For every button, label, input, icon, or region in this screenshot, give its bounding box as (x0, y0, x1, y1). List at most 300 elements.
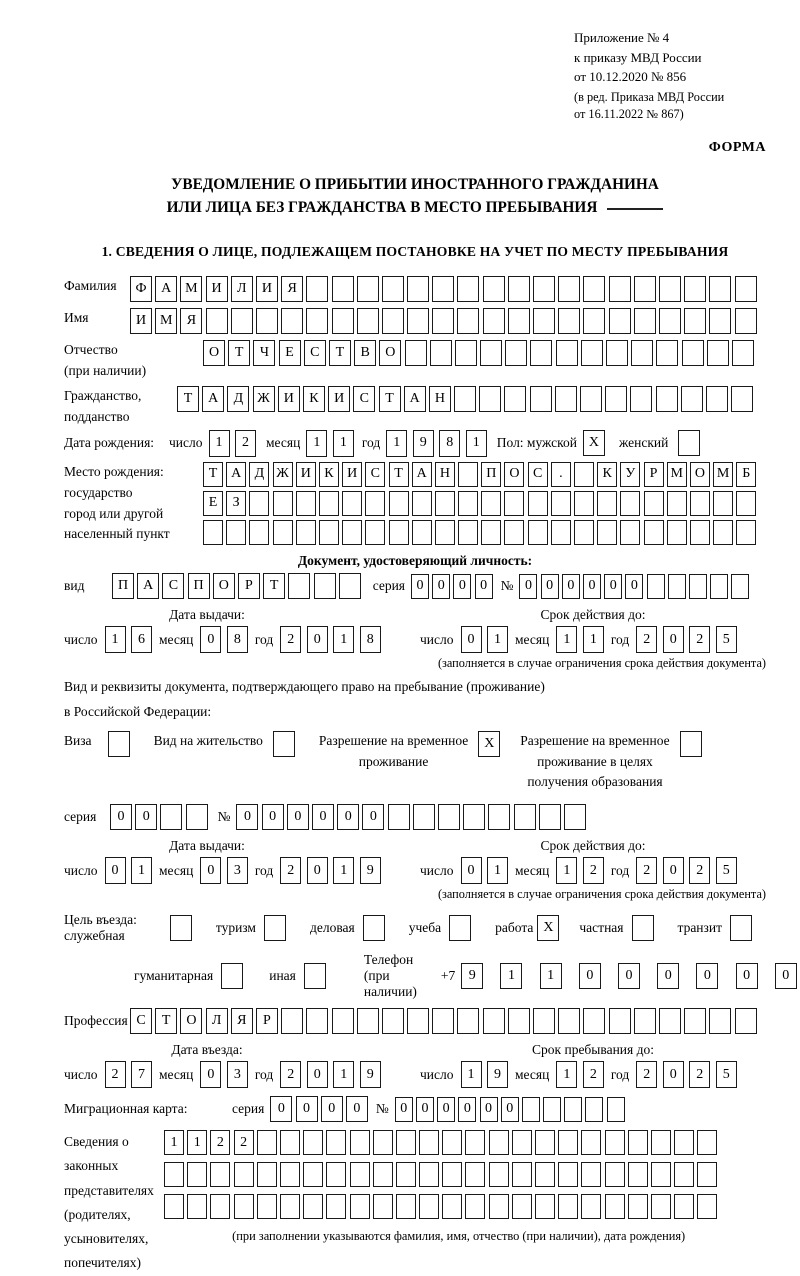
surname-field-cell[interactable]: Я (281, 276, 303, 302)
representatives-row1-field-cell[interactable] (373, 1130, 393, 1155)
birthplace-row3-field-cell[interactable] (412, 520, 432, 545)
patronymic-field-cell[interactable] (631, 340, 653, 366)
surname-field-cell[interactable] (483, 276, 505, 302)
representatives-row2-field-cell[interactable] (257, 1162, 277, 1187)
citizenship-field-cell[interactable] (454, 386, 476, 412)
name-field-cell[interactable] (684, 308, 706, 334)
birthplace-row2-field-cell[interactable] (597, 491, 617, 516)
doc-issue-month-cell[interactable]: 0 (200, 626, 221, 653)
residence-doc-number-field-cell[interactable]: 0 (312, 804, 334, 830)
representatives-row1-field-cell[interactable] (326, 1130, 346, 1155)
birth-year-field-cell[interactable]: 8 (439, 430, 460, 457)
name-field-cell[interactable] (457, 308, 479, 334)
gender-female-checkbox-cell[interactable] (678, 430, 700, 456)
profession-field-cell[interactable] (432, 1008, 454, 1034)
birthplace-row1-field-cell[interactable]: Б (736, 462, 756, 487)
name-field-cell[interactable] (558, 308, 580, 334)
birthplace-row2-field-cell[interactable] (435, 491, 455, 516)
birthplace-row3-field-cell[interactable] (713, 520, 733, 545)
surname-field-cell[interactable] (684, 276, 706, 302)
patronymic-field-cell[interactable] (455, 340, 477, 366)
citizenship-field-cell[interactable] (656, 386, 678, 412)
birthplace-row3-field-cell[interactable] (435, 520, 455, 545)
purpose-private-checkbox[interactable] (632, 915, 668, 941)
phone-field[interactable] (461, 963, 800, 989)
birthplace-row2-field-cell[interactable] (412, 491, 432, 516)
profession-field-cell[interactable] (609, 1008, 631, 1034)
residence-doc-series-field-cell[interactable]: 0 (135, 804, 157, 830)
profession-field-cell[interactable] (634, 1008, 656, 1034)
surname-field-cell[interactable] (306, 276, 328, 302)
birthplace-row1-field-cell[interactable]: К (319, 462, 339, 487)
phone-field-cell[interactable]: 9 (461, 963, 483, 989)
name-field-cell[interactable] (281, 308, 303, 334)
birthplace-row1-field-cell[interactable]: М (667, 462, 687, 487)
migration-card-number-field-cell[interactable] (522, 1097, 540, 1122)
surname-field-cell[interactable]: Л (231, 276, 253, 302)
citizenship-field-cell[interactable]: Т (379, 386, 401, 412)
citizenship-field-cell[interactable] (479, 386, 501, 412)
representatives-row1-field-cell[interactable] (697, 1130, 717, 1155)
representatives-row1-field[interactable] (164, 1130, 717, 1155)
stay-month[interactable] (556, 1061, 604, 1088)
gender-male-checkbox[interactable] (583, 430, 605, 456)
citizenship-field-cell[interactable] (706, 386, 728, 412)
purpose-other-checkbox[interactable] (304, 963, 340, 989)
representatives-row3-field-cell[interactable] (303, 1194, 323, 1219)
name-field-cell[interactable] (432, 308, 454, 334)
stay-year-cell[interactable]: 2 (689, 1061, 710, 1088)
phone-field-cell[interactable]: 0 (618, 963, 640, 989)
representatives-row3-field-cell[interactable] (373, 1194, 393, 1219)
doc-number-field[interactable] (519, 574, 749, 599)
patronymic-field-cell[interactable] (556, 340, 578, 366)
residence-until-year-cell[interactable]: 2 (689, 857, 710, 884)
doc-issue-month-cell[interactable]: 8 (227, 626, 248, 653)
representatives-row3-field-cell[interactable] (396, 1194, 416, 1219)
residence-doc-number-field-cell[interactable]: 0 (262, 804, 284, 830)
name-field-cell[interactable] (583, 308, 605, 334)
residence-issue-year-cell[interactable]: 9 (360, 857, 381, 884)
doc-number-field-cell[interactable] (668, 574, 686, 599)
doc-type-field[interactable] (112, 573, 361, 599)
surname-field-cell[interactable] (659, 276, 681, 302)
residence-doc-number-field-cell[interactable] (488, 804, 510, 830)
birthplace-row1-field-cell[interactable]: И (342, 462, 362, 487)
doc-type-field-cell[interactable]: С (162, 573, 184, 599)
stay-year-cell[interactable]: 2 (636, 1061, 657, 1088)
birth-year-field-cell[interactable]: 1 (466, 430, 487, 457)
profession-field-cell[interactable]: Р (256, 1008, 278, 1034)
birthplace-row3-field-cell[interactable] (551, 520, 571, 545)
surname-field-cell[interactable]: М (180, 276, 202, 302)
profession-field-cell[interactable] (684, 1008, 706, 1034)
phone-field-cell[interactable]: 1 (540, 963, 562, 989)
patronymic-field-cell[interactable] (707, 340, 729, 366)
birthplace-row1-field-cell[interactable]: О (504, 462, 524, 487)
representatives-row2-field-cell[interactable] (419, 1162, 439, 1187)
entry-month-cell[interactable]: 3 (227, 1061, 248, 1088)
stay-day-cell[interactable]: 9 (487, 1061, 508, 1088)
representatives-row3-field-cell[interactable] (164, 1194, 184, 1219)
profession-field-cell[interactable]: Л (206, 1008, 228, 1034)
representatives-row1-field-cell[interactable] (442, 1130, 462, 1155)
birthplace-row2-field-cell[interactable] (574, 491, 594, 516)
representatives-row3-field-cell[interactable] (535, 1194, 555, 1219)
stay-day-cell[interactable]: 1 (461, 1061, 482, 1088)
residence-doc-series-field-cell[interactable] (160, 804, 182, 830)
purpose-other-checkbox-cell[interactable] (304, 963, 326, 989)
entry-year[interactable] (280, 1061, 381, 1088)
name-field-cell[interactable] (231, 308, 253, 334)
representatives-row1-field-cell[interactable] (303, 1130, 323, 1155)
patronymic-field-cell[interactable] (405, 340, 427, 366)
birthplace-row2-field-cell[interactable] (273, 491, 293, 516)
patronymic-field-cell[interactable] (682, 340, 704, 366)
profession-field-cell[interactable] (558, 1008, 580, 1034)
representatives-row2-field-cell[interactable] (303, 1162, 323, 1187)
name-field-cell[interactable] (256, 308, 278, 334)
migration-card-number-field-cell[interactable]: 0 (416, 1097, 434, 1122)
residence-doc-number-field-cell[interactable] (438, 804, 460, 830)
representatives-row3-field-cell[interactable] (234, 1194, 254, 1219)
birthplace-row1-field[interactable] (203, 462, 756, 487)
representatives-row1-field-cell[interactable] (280, 1130, 300, 1155)
surname-field-cell[interactable] (735, 276, 757, 302)
representatives-row2-field-cell[interactable] (187, 1162, 207, 1187)
name-field-cell[interactable] (609, 308, 631, 334)
birthplace-row2-field-cell[interactable] (620, 491, 640, 516)
citizenship-field-cell[interactable]: Ж (253, 386, 275, 412)
doc-until-month-cell[interactable]: 1 (583, 626, 604, 653)
residence-until-month[interactable] (556, 857, 604, 884)
doc-issue-day[interactable] (105, 626, 153, 653)
migration-card-series-field-cell[interactable]: 0 (270, 1096, 292, 1122)
residence-until-year[interactable] (636, 857, 737, 884)
representatives-row2-field-cell[interactable] (512, 1162, 532, 1187)
profession-field-cell[interactable] (382, 1008, 404, 1034)
representatives-row3-field-cell[interactable] (651, 1194, 671, 1219)
name-field-cell[interactable] (533, 308, 555, 334)
doc-until-month[interactable] (556, 626, 604, 653)
profession-field-cell[interactable] (306, 1008, 328, 1034)
residence-issue-year[interactable] (280, 857, 381, 884)
birthplace-row3-field-cell[interactable] (365, 520, 385, 545)
surname-field-cell[interactable] (709, 276, 731, 302)
surname-field-cell[interactable] (432, 276, 454, 302)
residence-issue-day-cell[interactable]: 0 (105, 857, 126, 884)
representatives-row1-field-cell[interactable] (512, 1130, 532, 1155)
representatives-row2-field-cell[interactable] (210, 1162, 230, 1187)
doc-until-year-cell[interactable]: 5 (716, 626, 737, 653)
patronymic-field-cell[interactable] (606, 340, 628, 366)
entry-month-cell[interactable]: 0 (200, 1061, 221, 1088)
citizenship-field-cell[interactable] (555, 386, 577, 412)
name-field-cell[interactable]: Я (180, 308, 202, 334)
profession-field-cell[interactable] (583, 1008, 605, 1034)
doc-number-field-cell[interactable] (689, 574, 707, 599)
profession-field-cell[interactable] (483, 1008, 505, 1034)
birthplace-row2-field-cell[interactable]: Е (203, 491, 223, 516)
residence-doc-series-field-cell[interactable] (186, 804, 208, 830)
birthplace-row1-field-cell[interactable]: П (481, 462, 501, 487)
birthplace-row1-field-cell[interactable]: А (226, 462, 246, 487)
birthplace-row3-field-cell[interactable] (203, 520, 223, 545)
purpose-work-checkbox-cell[interactable]: X (537, 915, 559, 941)
birthplace-row3-field-cell[interactable] (667, 520, 687, 545)
migration-card-number-field-cell[interactable]: 0 (437, 1097, 455, 1122)
representatives-row1-field-cell[interactable] (350, 1130, 370, 1155)
name-field-cell[interactable] (382, 308, 404, 334)
entry-month[interactable] (200, 1061, 248, 1088)
birthplace-row2-field-cell[interactable] (342, 491, 362, 516)
residence-issue-year-cell[interactable]: 0 (307, 857, 328, 884)
patronymic-field[interactable] (203, 340, 754, 366)
birthplace-row3-field-cell[interactable] (690, 520, 710, 545)
birth-year-field[interactable] (386, 430, 487, 457)
birthplace-row2-field-cell[interactable] (551, 491, 571, 516)
patronymic-field-cell[interactable] (430, 340, 452, 366)
gender-male-checkbox-cell[interactable]: X (583, 430, 605, 456)
profession-field-cell[interactable]: Т (155, 1008, 177, 1034)
purpose-humanitarian-checkbox-cell[interactable] (221, 963, 243, 989)
surname-field-cell[interactable]: А (155, 276, 177, 302)
representatives-row1-field-cell[interactable]: 2 (234, 1130, 254, 1155)
representatives-row3-field-cell[interactable] (326, 1194, 346, 1219)
birthplace-row3-field-cell[interactable] (620, 520, 640, 545)
birthplace-row2-field-cell[interactable] (667, 491, 687, 516)
surname-field-cell[interactable]: И (256, 276, 278, 302)
entry-day-cell[interactable]: 2 (105, 1061, 126, 1088)
profession-field-cell[interactable] (735, 1008, 757, 1034)
residence-doc-series-field-cell[interactable]: 0 (110, 804, 132, 830)
residence-doc-number-field-cell[interactable] (564, 804, 586, 830)
profession-field-cell[interactable]: Я (231, 1008, 253, 1034)
doc-until-month-cell[interactable]: 1 (556, 626, 577, 653)
representatives-row2-field-cell[interactable] (234, 1162, 254, 1187)
name-field[interactable] (130, 308, 757, 334)
visa-checkbox[interactable] (98, 731, 130, 757)
stay-year-cell[interactable]: 5 (716, 1061, 737, 1088)
phone-field-cell[interactable]: 0 (736, 963, 758, 989)
representatives-row2-field-cell[interactable] (651, 1162, 671, 1187)
visa-checkbox-cell[interactable] (108, 731, 130, 757)
birthplace-row3-field-cell[interactable] (597, 520, 617, 545)
residence-until-day[interactable] (461, 857, 509, 884)
doc-until-year-cell[interactable]: 2 (689, 626, 710, 653)
migration-card-number-field-cell[interactable]: 0 (458, 1097, 476, 1122)
residence-until-month-cell[interactable]: 2 (583, 857, 604, 884)
representatives-row3-field-cell[interactable] (489, 1194, 509, 1219)
citizenship-field-cell[interactable]: Т (177, 386, 199, 412)
representatives-row3-field-cell[interactable] (581, 1194, 601, 1219)
representatives-row3-field-cell[interactable] (350, 1194, 370, 1219)
representatives-row1-field-cell[interactable] (419, 1130, 439, 1155)
name-field-cell[interactable]: И (130, 308, 152, 334)
residence-permit-checkbox[interactable] (263, 731, 295, 757)
citizenship-field-cell[interactable]: И (328, 386, 350, 412)
doc-series-field-cell[interactable]: 0 (453, 574, 471, 599)
residence-doc-number-field-cell[interactable]: 0 (362, 804, 384, 830)
stay-year[interactable] (636, 1061, 737, 1088)
citizenship-field-cell[interactable] (530, 386, 552, 412)
birthplace-row3-field-cell[interactable] (249, 520, 269, 545)
doc-type-field-cell[interactable] (339, 573, 361, 599)
patronymic-field-cell[interactable]: Е (279, 340, 301, 366)
name-field-cell[interactable] (206, 308, 228, 334)
doc-type-field-cell[interactable]: Т (263, 573, 285, 599)
representatives-row3-field-cell[interactable] (419, 1194, 439, 1219)
doc-until-year-cell[interactable]: 2 (636, 626, 657, 653)
phone-field-cell[interactable]: 0 (696, 963, 718, 989)
birthplace-row1-field-cell[interactable]: М (713, 462, 733, 487)
representatives-row2-field-cell[interactable] (465, 1162, 485, 1187)
residence-doc-number-field-cell[interactable] (514, 804, 536, 830)
representatives-row1-field-cell[interactable] (257, 1130, 277, 1155)
doc-series-field[interactable] (411, 574, 493, 599)
birthplace-row2-field-cell[interactable] (644, 491, 664, 516)
birthplace-row2-field-cell[interactable] (504, 491, 524, 516)
birthplace-row1-field-cell[interactable]: Н (435, 462, 455, 487)
birthplace-row1-field-cell[interactable]: С (365, 462, 385, 487)
representatives-row3-field-cell[interactable] (442, 1194, 462, 1219)
birthplace-row3-field-cell[interactable] (296, 520, 316, 545)
birth-day-field-cell[interactable]: 2 (235, 430, 256, 457)
purpose-work-checkbox[interactable] (537, 915, 573, 941)
doc-issue-month[interactable] (200, 626, 248, 653)
purpose-humanitarian-checkbox[interactable] (221, 963, 257, 989)
patronymic-field-cell[interactable] (732, 340, 754, 366)
birthplace-row2-field-cell[interactable] (736, 491, 756, 516)
birth-year-field-cell[interactable]: 1 (386, 430, 407, 457)
purpose-business-checkbox-cell[interactable] (363, 915, 385, 941)
representatives-row2-field[interactable] (164, 1162, 717, 1187)
representatives-row1-field-cell[interactable] (558, 1130, 578, 1155)
profession-field-cell[interactable] (357, 1008, 379, 1034)
entry-day[interactable] (105, 1061, 153, 1088)
doc-series-field-cell[interactable]: 0 (411, 574, 429, 599)
citizenship-field-cell[interactable] (504, 386, 526, 412)
doc-number-field-cell[interactable] (710, 574, 728, 599)
profession-field-cell[interactable]: С (130, 1008, 152, 1034)
entry-year-cell[interactable]: 2 (280, 1061, 301, 1088)
representatives-row3-field[interactable] (164, 1194, 717, 1219)
birthplace-row2-field-cell[interactable] (296, 491, 316, 516)
migration-card-number-field-cell[interactable] (543, 1097, 561, 1122)
doc-type-field-cell[interactable]: О (213, 573, 235, 599)
representatives-row3-field-cell[interactable] (558, 1194, 578, 1219)
name-field-cell[interactable] (634, 308, 656, 334)
patronymic-field-cell[interactable]: О (379, 340, 401, 366)
representatives-row3-field-cell[interactable] (280, 1194, 300, 1219)
birthplace-row3-field-cell[interactable] (342, 520, 362, 545)
birthplace-row3-field-cell[interactable] (736, 520, 756, 545)
surname-field-cell[interactable] (558, 276, 580, 302)
citizenship-field-cell[interactable]: А (202, 386, 224, 412)
residence-doc-number-field-cell[interactable]: 0 (236, 804, 258, 830)
edu-permit-checkbox-cell[interactable] (680, 731, 702, 757)
representatives-row3-field-cell[interactable] (187, 1194, 207, 1219)
name-field-cell[interactable] (735, 308, 757, 334)
citizenship-field[interactable] (177, 386, 753, 412)
surname-field-cell[interactable] (583, 276, 605, 302)
birthplace-row1-field-cell[interactable]: Т (389, 462, 409, 487)
doc-type-field-cell[interactable] (314, 573, 336, 599)
profession-field-cell[interactable] (457, 1008, 479, 1034)
citizenship-field-cell[interactable]: Н (429, 386, 451, 412)
residence-issue-month-cell[interactable]: 3 (227, 857, 248, 884)
profession-field[interactable] (130, 1008, 757, 1034)
citizenship-field-cell[interactable]: И (278, 386, 300, 412)
doc-issue-day-cell[interactable]: 6 (131, 626, 152, 653)
gender-female-checkbox[interactable] (678, 430, 700, 456)
birth-month-field[interactable] (306, 430, 354, 457)
patronymic-field-cell[interactable] (505, 340, 527, 366)
birthplace-row1-field-cell[interactable]: С (528, 462, 548, 487)
birthplace-row1-field-cell[interactable]: О (690, 462, 710, 487)
migration-card-number-field-cell[interactable] (564, 1097, 582, 1122)
stay-day[interactable] (461, 1061, 509, 1088)
birthplace-row2-field-cell[interactable] (528, 491, 548, 516)
citizenship-field-cell[interactable]: А (404, 386, 426, 412)
entry-year-cell[interactable]: 0 (307, 1061, 328, 1088)
representatives-row2-field-cell[interactable] (442, 1162, 462, 1187)
birthplace-row1-field-cell[interactable]: К (597, 462, 617, 487)
birthplace-row3-field-cell[interactable] (644, 520, 664, 545)
surname-field[interactable] (130, 276, 757, 302)
phone-field-cell[interactable]: 0 (657, 963, 679, 989)
doc-number-field-cell[interactable] (647, 574, 665, 599)
representatives-row2-field-cell[interactable] (350, 1162, 370, 1187)
representatives-row1-field-cell[interactable]: 1 (164, 1130, 184, 1155)
temp-permit-checkbox[interactable] (468, 731, 500, 757)
surname-field-cell[interactable] (332, 276, 354, 302)
birthplace-row1-field-cell[interactable] (458, 462, 478, 487)
representatives-row1-field-cell[interactable]: 2 (210, 1130, 230, 1155)
representatives-row2-field-cell[interactable] (674, 1162, 694, 1187)
surname-field-cell[interactable] (457, 276, 479, 302)
surname-field-cell[interactable] (609, 276, 631, 302)
birthplace-row3-field-cell[interactable] (319, 520, 339, 545)
purpose-business-checkbox[interactable] (363, 915, 399, 941)
name-field-cell[interactable] (357, 308, 379, 334)
purpose-transit-checkbox[interactable] (730, 915, 766, 941)
stay-month-cell[interactable]: 1 (556, 1061, 577, 1088)
doc-number-field-cell[interactable]: 0 (583, 574, 601, 599)
surname-field-cell[interactable] (533, 276, 555, 302)
purpose-official-checkbox-cell[interactable] (170, 915, 192, 941)
migration-card-number-field[interactable] (395, 1097, 625, 1122)
doc-until-day-cell[interactable]: 1 (487, 626, 508, 653)
migration-card-series-field-cell[interactable]: 0 (346, 1096, 368, 1122)
name-field-cell[interactable] (332, 308, 354, 334)
doc-number-field-cell[interactable]: 0 (625, 574, 643, 599)
birthplace-row2-field-cell[interactable]: З (226, 491, 246, 516)
patronymic-field-cell[interactable]: Т (329, 340, 351, 366)
entry-year-cell[interactable]: 1 (333, 1061, 354, 1088)
birthplace-row3-field-cell[interactable] (481, 520, 501, 545)
profession-field-cell[interactable]: О (180, 1008, 202, 1034)
profession-field-cell[interactable] (659, 1008, 681, 1034)
doc-number-field-cell[interactable]: 0 (541, 574, 559, 599)
doc-type-field-cell[interactable]: П (112, 573, 134, 599)
patronymic-field-cell[interactable] (581, 340, 603, 366)
representatives-row2-field-cell[interactable] (326, 1162, 346, 1187)
birthplace-row3-field-cell[interactable] (389, 520, 409, 545)
doc-number-field-cell[interactable]: 0 (604, 574, 622, 599)
representatives-row1-field-cell[interactable] (396, 1130, 416, 1155)
representatives-row2-field-cell[interactable] (581, 1162, 601, 1187)
